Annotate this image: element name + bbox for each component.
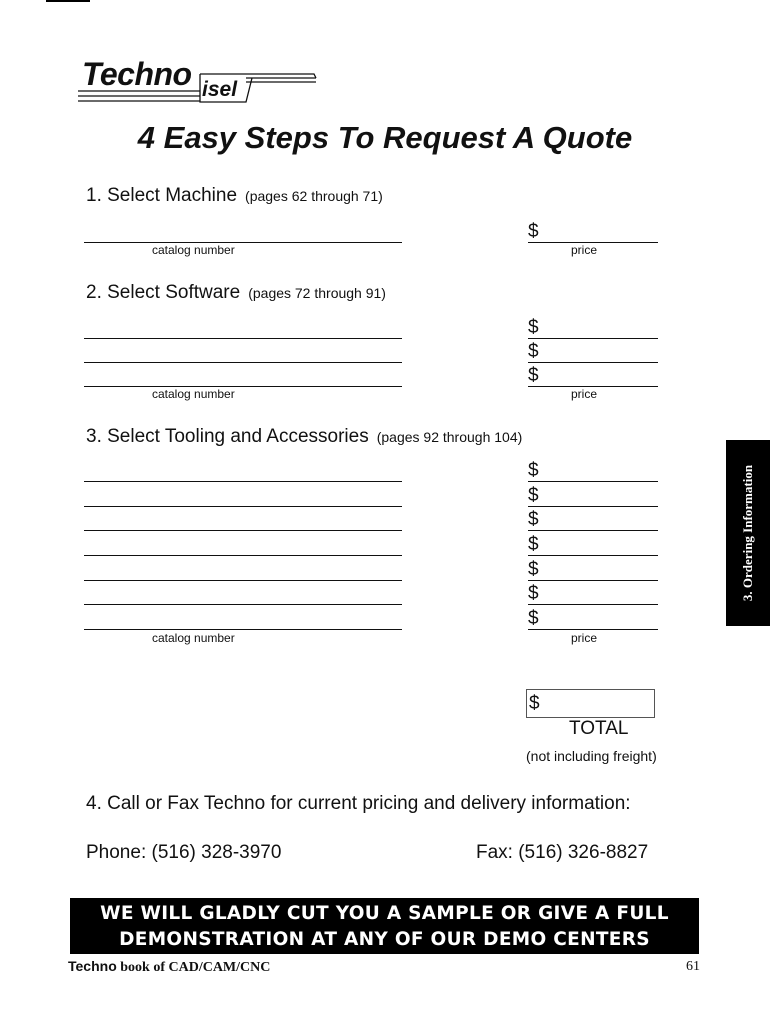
dollar-sign: $ [528, 559, 539, 580]
catalog-number-field[interactable] [84, 338, 402, 339]
dollar-sign: $ [528, 485, 539, 506]
dollar-sign: $ [528, 509, 539, 530]
techno-isel-logo [76, 56, 321, 106]
phone-number: Phone: (516) 328-3970 [86, 842, 282, 863]
price-field[interactable] [528, 338, 658, 339]
step-2-pages: (pages 72 through 91) [248, 285, 386, 301]
footer-book-title [68, 958, 270, 976]
total-dollar-sign: $ [529, 693, 540, 714]
catalog-number-field[interactable] [84, 530, 402, 531]
catalog-number-caption: catalog number [152, 387, 235, 401]
catalog-number-caption: catalog number [152, 631, 235, 645]
price-caption: price [571, 631, 598, 645]
price-field[interactable] [528, 506, 658, 507]
catalog-number-field[interactable] [84, 362, 402, 363]
price-field[interactable] [528, 580, 658, 581]
dollar-sign: $ [528, 583, 539, 604]
fax-number: Fax: (516) 326-8827 [476, 842, 649, 863]
step-1-heading [86, 185, 383, 207]
dollar-sign: $ [528, 221, 539, 242]
price-field[interactable] [528, 629, 658, 630]
page-title: 4 Easy Steps To Request A Quote [137, 120, 633, 155]
step-4-text: 4. Call or Fax Techno for current pricing and delivery information: [86, 793, 631, 814]
footer-brand: Techno [68, 958, 117, 974]
catalog-number-field[interactable] [84, 481, 402, 482]
price-field[interactable] [528, 555, 658, 556]
logo-isel-text: isel [202, 78, 238, 101]
freight-note: (not including freight) [526, 748, 657, 764]
price-field[interactable] [528, 604, 658, 605]
footer-book-name: book of CAD/CAM/CNC [116, 960, 271, 975]
step-1-pages: (pages 62 through 71) [245, 188, 383, 204]
price-field[interactable] [528, 362, 658, 363]
top-rule [46, 0, 90, 2]
catalog-number-caption: catalog number [152, 243, 235, 257]
banner-line-1: WE WILL GLADLY CUT YOU A SAMPLE OR GIVE A FULL [100, 903, 669, 924]
catalog-number-field[interactable] [84, 580, 402, 581]
price-caption: price [571, 387, 598, 401]
price-field[interactable] [528, 530, 658, 531]
step-3-heading [86, 426, 522, 448]
catalog-number-field[interactable] [84, 506, 402, 507]
section-tab [726, 440, 770, 626]
dollar-sign: $ [528, 341, 539, 362]
step-3-label: 3. Select Tooling and Accessories [86, 426, 369, 447]
page-number: 61 [686, 959, 700, 974]
step-2-heading [86, 282, 386, 304]
catalog-number-field[interactable] [84, 629, 402, 630]
dollar-sign: $ [528, 534, 539, 555]
total-field[interactable] [526, 689, 655, 718]
step-3-pages: (pages 92 through 104) [376, 429, 523, 445]
logo-techno-text: Techno [82, 56, 192, 92]
banner-line-2: DEMONSTRATION AT ANY OF OUR DEMO CENTERS [119, 929, 650, 950]
dollar-sign: $ [528, 608, 539, 629]
footer-rule [70, 953, 699, 954]
price-caption: price [571, 243, 598, 257]
catalog-number-field[interactable] [84, 386, 402, 387]
price-field[interactable] [528, 481, 658, 482]
section-tab-label: 3. Ordering Information [740, 464, 755, 602]
total-label: TOTAL [569, 718, 629, 739]
catalog-number-field[interactable] [84, 604, 402, 605]
dollar-sign: $ [528, 460, 539, 481]
catalog-number-field[interactable] [84, 555, 402, 556]
dollar-sign: $ [528, 317, 539, 338]
demo-banner [70, 898, 699, 954]
dollar-sign: $ [528, 365, 539, 386]
step-2-label: 2. Select Software [86, 282, 241, 303]
step-1-label: 1. Select Machine [86, 185, 238, 206]
catalog-number-field[interactable] [84, 242, 402, 243]
